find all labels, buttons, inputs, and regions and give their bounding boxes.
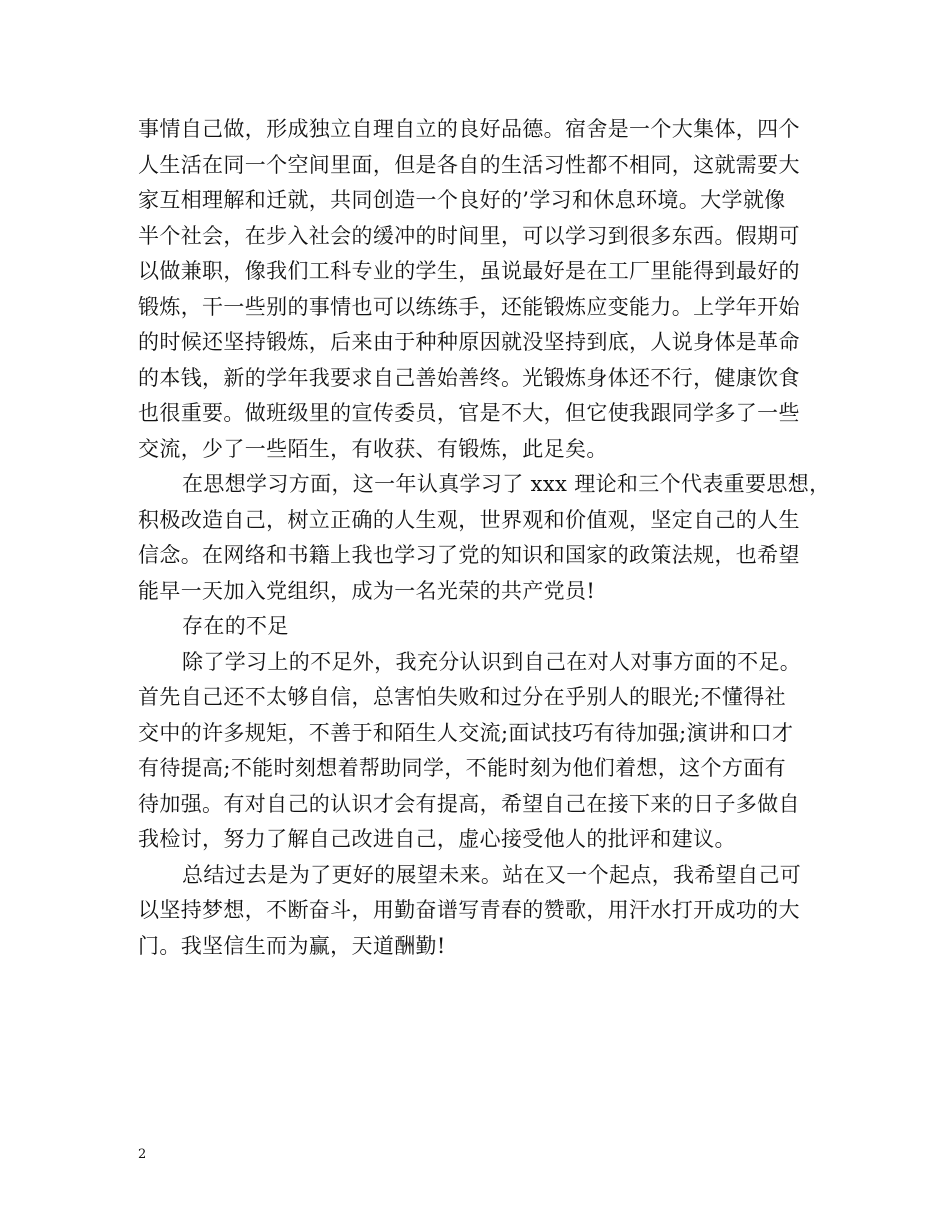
text-line: 我检讨，努力了解自己改进自己，虚心接受他人的批评和建议。 [138,827,736,851]
text-line: 交流，少了一些陌生，有收获、有锻炼，此足矣。 [138,436,608,461]
text-line: 积极改造自己，树立正确的人生观，世界观和价值观，坚定自己的人生 [138,507,800,532]
text-line: 有待提高;不能时刻想着帮助同学，不能时刻为他们着想，这个方面有 [138,756,786,780]
text-line: 的本钱，新的学年我要求自己善始善终。光锻炼身体还不行，健康饮食 [138,365,800,390]
text-line: 的时候还坚持锻炼，后来由于种种原因就没坚持到底，人说身体是革命 [138,330,800,354]
text-line: 信念。在网络和书籍上我也学习了党的知识和国家的政策法规，也希望 [138,543,800,567]
text-line: 交中的许多规矩，不善于和陌生人交流;面试技巧有待加强;演讲和口才 [138,720,794,745]
text-line: 能早一天加入党组织，成为一名光荣的共产党员! [138,578,596,603]
text-line: 首先自己还不太够自信，总害怕失败和过分在乎别人的眼光;不懂得社 [138,685,786,709]
text-line: 待加强。有对自己的认识才会有提高，希望自己在接下来的日子多做自 [138,791,800,816]
text-line: 家互相理解和迁就，共同创造一个良好的’学习和休息环境。大学就像 [138,188,786,212]
text-line: 除了学习上的不足外，我充分认识到自己在对人对事方面的不足。 [182,649,802,674]
text-line: 锻炼，干一些别的事情也可以练练手，还能锻炼应变能力。上学年开始 [138,294,800,319]
text-line: 门。我坚信生而为赢，天道酬勤! [138,933,446,958]
text-line: 也很重要。做班级里的宣传委员，官是不大，但它使我跟同学多了一些 [138,401,800,425]
text-line: 以坚持梦想，不断奋斗，用勤奋谱写青春的赞歌，用汗水打开成功的大 [138,898,800,922]
page-number: 2 [138,1147,147,1162]
text-line: 人生活在同一个空间里面，但是各自的生活习性都不相同，这就需要大 [138,152,800,177]
text-line: 总结过去是为了更好的展望未来。站在又一个起点，我希望自己可 [182,862,802,887]
text-line: 事情自己做，形成独立自理自立的良好品德。宿舍是一个大集体，四个 [138,117,800,141]
text-line: 以做兼职，像我们工科专业的学生，虽说最好是在工厂里能得到最好的 [138,259,800,283]
text-line: 在思想学习方面，这一年认真学习了 xxx 理论和三个代表重要思想， [182,472,831,496]
text-line: 存在的不足 [182,614,289,638]
text-line: 半个社会，在步入社会的缓冲的时间里，可以学习到很多东西。假期可 [138,223,800,248]
document-body [138,112,831,964]
